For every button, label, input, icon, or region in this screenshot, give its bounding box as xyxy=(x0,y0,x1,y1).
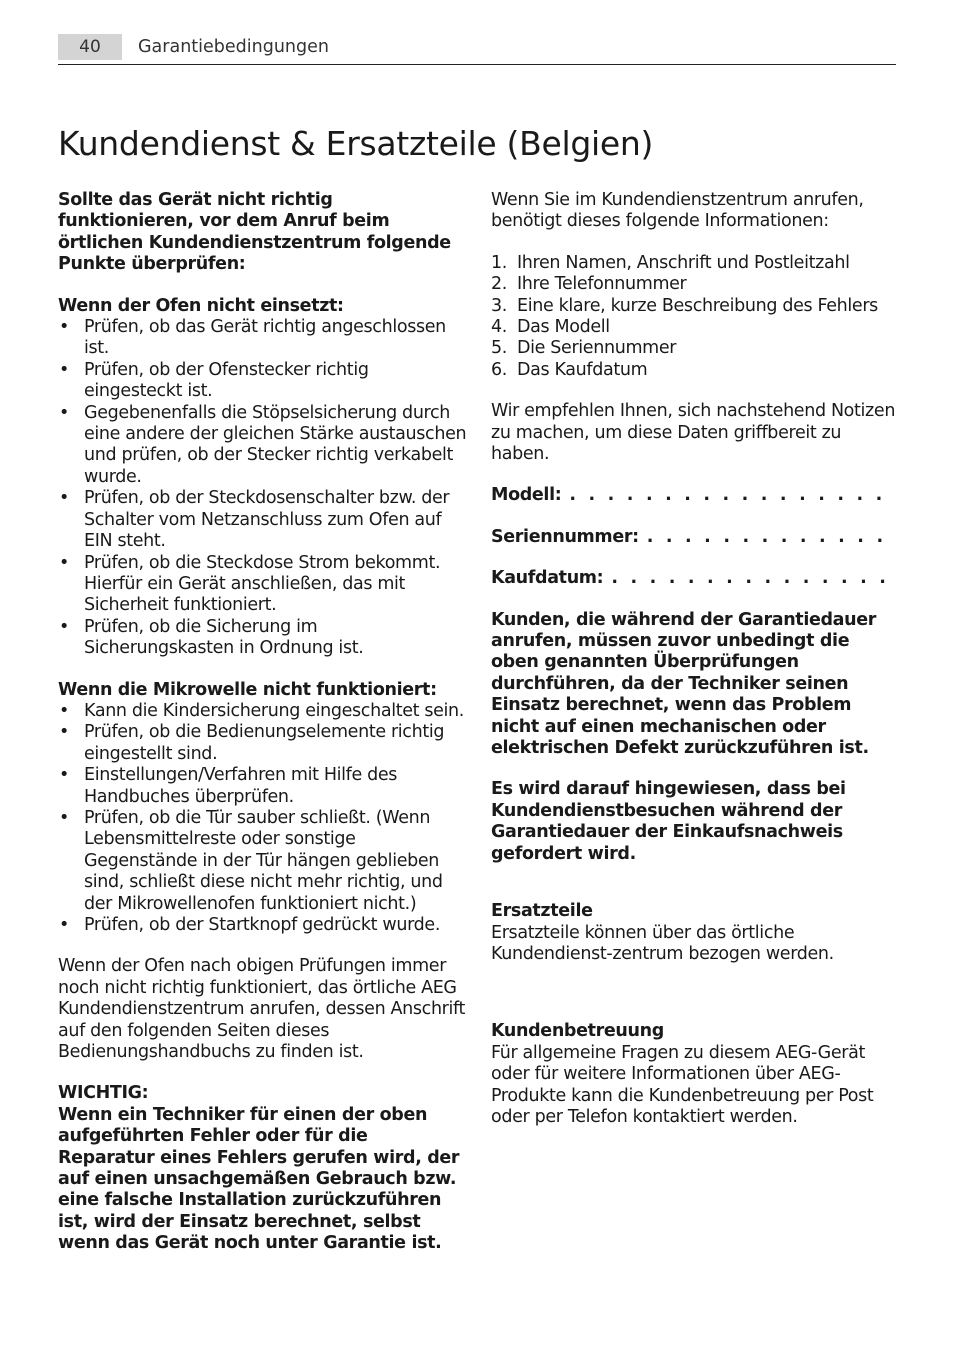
list-item: • Kann die Kindersicherung eingeschaltet sein. xyxy=(58,701,468,722)
microwave-checklist xyxy=(58,701,468,936)
purchase-date-field xyxy=(491,568,896,589)
list-item: • Prüfen, ob die Bedienungselemente richtig eingestellt sind. xyxy=(58,722,468,765)
left-column xyxy=(58,190,468,1255)
section-title: Garantiebedingungen xyxy=(138,37,329,57)
serial-dotted-line xyxy=(647,527,896,548)
oven-heading: Wenn der Ofen nicht einsetzt: xyxy=(58,295,344,316)
model-label: Modell: xyxy=(491,485,562,506)
intro-text: Sollte das Gerät nicht richtig funktionieren, vor dem Anruf beim örtlichen Kundendienstzentrum folgende Punkte überprüfen: xyxy=(58,190,451,275)
list-item: 2. Ihre Telefonnummer xyxy=(491,274,687,295)
oven-checklist xyxy=(58,317,468,660)
purchase-date-label: Kaufdatum: xyxy=(491,568,604,589)
after-check-text: Wenn der Ofen nach obigen Prüfungen immer noch nicht richtig funktioniert, das örtliche AEG Kundendienstzentrum anrufen, dessen Anschrift auf den folgenden Seiten dieses Bedienungshandbuchs zu finden ist. xyxy=(58,956,466,1063)
model-field xyxy=(491,485,896,506)
page-title: Kundendienst & Ersatzteile (Belgien) xyxy=(58,124,654,163)
serial-field xyxy=(491,527,896,548)
page-number: 40 xyxy=(58,34,122,60)
care-text: Für allgemeine Fragen zu diesem AEG-Gerät oder für weitere Informationen über AEG-Produkte kann die Kundenbetreuung per Post oder per Telefon kontaktiert werden. xyxy=(491,1042,874,1127)
info-list xyxy=(491,253,901,381)
notes-text: Wir empfehlen Ihnen, sich nachstehend Notizen zu machen, um diese Daten griffbereit zu haben. xyxy=(491,401,896,465)
microwave-heading: Wenn die Mikrowelle nicht funktioniert: xyxy=(58,679,437,700)
warranty-text: Kunden, die während der Garantiedauer anrufen, müssen zuvor unbedingt die oben genannten Überprüfungen durchführen, da der Techniker seinen Einsatz berechnet, wenn das Problem nicht auf einen mechanischen oder elektrischen Defekt zurückzuführen ist. xyxy=(491,609,877,759)
care-heading: Kundenbetreuung xyxy=(491,1021,664,1042)
list-item: • Prüfen, ob der Ofenstecker richtig eingesteckt ist. xyxy=(58,360,468,403)
model-dotted-line xyxy=(569,485,896,506)
list-item: 5. Die Seriennummer xyxy=(491,338,677,359)
parts-heading: Ersatzteile xyxy=(491,901,593,922)
list-item: 6. Das Kaufdatum xyxy=(491,359,648,380)
list-item: • Prüfen, ob die Steckdose Strom bekommt. Hierfür ein Gerät anschließen, das mit Sicherheit funktioniert. xyxy=(58,553,468,617)
list-item: • Prüfen, ob der Steckdosenschalter bzw. der Schalter vom Netzanschluss zum Ofen auf EIN steht. xyxy=(58,488,468,552)
parts-text: Ersatzteile können über das örtliche Kundendienst-zentrum bezogen werden. xyxy=(491,922,834,964)
list-item: 3. Eine klare, kurze Beschreibung des Fehlers xyxy=(491,295,878,316)
list-item: • Gegebenenfalls die Stöpselsicherung durch eine andere der gleichen Stärke austauschen und prüfen, ob der Stecker richtig verkabelt wurde. xyxy=(58,403,468,489)
list-item: • Einstellungen/Verfahren mit Hilfe des Handbuches überprüfen. xyxy=(58,765,468,808)
important-text: Wenn ein Techniker für einen der oben aufgeführten Fehler oder für die Reparatur eines Fehlers gerufen wird, der auf einen unsachgemäßen Gebrauch bzw. eine falsche Installation zurückzuführen ist, wird der Einsatz berechnet, selbst wenn das Gerät noch unter Garantie ist. xyxy=(58,1104,460,1254)
serial-label: Seriennummer: xyxy=(491,526,639,547)
list-item: • Prüfen, ob die Tür sauber schließt. (Wenn Lebensmittelreste oder sonstige Gegenstände in der Tür hängen geblieben sind, schließt diese nicht mehr richtig, und der Mikrowellenofen funktioniert nicht.) xyxy=(58,808,468,915)
list-item: • Prüfen, ob die Sicherung im Sicherungskasten in Ordnung ist. xyxy=(58,617,468,660)
right-column xyxy=(491,190,901,1128)
call-intro-text: Wenn Sie im Kundendienstzentrum anrufen, benötigt dieses folgende Informationen: xyxy=(491,190,864,232)
list-item: • Prüfen, ob der Startknopf gedrückt wurde. xyxy=(58,915,468,936)
purchase-date-dotted-line xyxy=(611,568,896,589)
page-header xyxy=(58,34,896,65)
list-item: 1. Ihren Namen, Anschrift und Postleitzahl xyxy=(491,252,850,273)
important-label: WICHTIG: xyxy=(58,1083,149,1104)
list-item: • Prüfen, ob das Gerät richtig angeschlossen ist. xyxy=(58,317,468,360)
list-item: 4. Das Modell xyxy=(491,317,610,338)
proof-text: Es wird darauf hingewiesen, dass bei Kundendienstbesuchen während der Garantiedauer der Einkaufsnachweis gefordert wird. xyxy=(491,779,846,864)
